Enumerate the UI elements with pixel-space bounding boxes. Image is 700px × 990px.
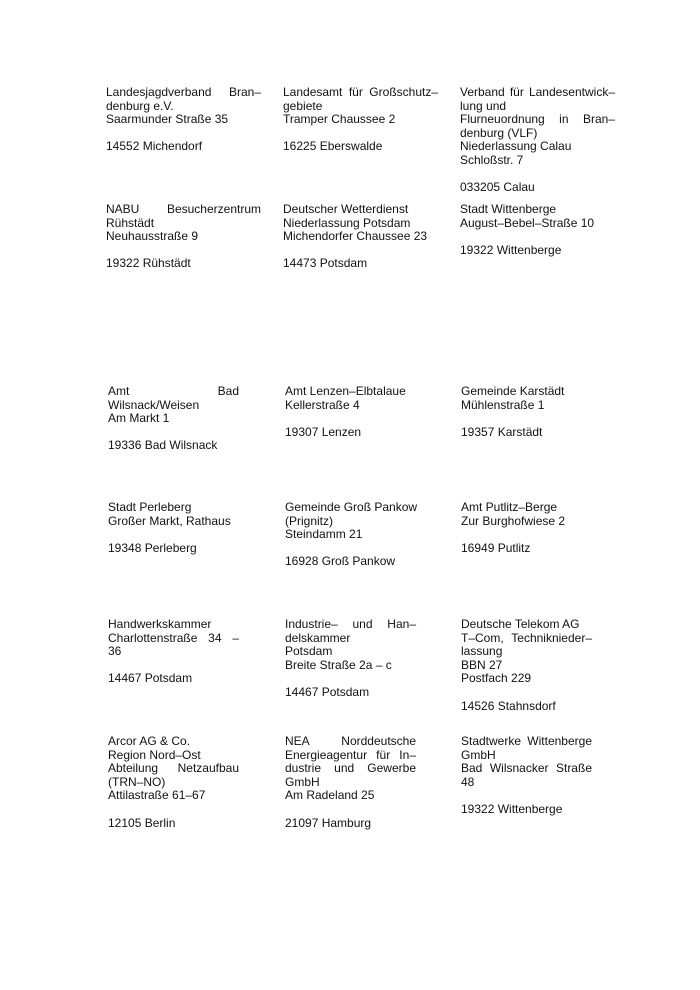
address-line: 19322 Wittenberge [460,242,562,257]
address-line: 12105 Berlin [108,815,176,830]
address-line: denburg e.V. [106,98,174,113]
address-card [461,385,592,439]
address-line: Charlottenstraße 34 – [108,630,239,645]
blank-line [106,127,261,141]
address-line: 19322 Rühstädt [106,256,191,271]
address-line: 19322 Wittenberge [461,801,563,816]
blank-line [108,659,239,673]
address-line: Amt Putlitz–Berge [461,500,558,514]
address-line: dustrie und Gewerbe [285,761,416,776]
address-line: Bad Wilsnacker Straße [461,761,592,776]
blank-line [460,168,615,182]
blank-line [461,412,592,426]
address-line: Stadtwerke Wittenberge [461,734,592,748]
address-card [285,385,416,439]
blank-line [108,426,239,440]
address-line: NABU Besucherzentrum [106,202,261,216]
address-line: Steindamm 21 [285,527,363,542]
address-line: lung und [460,98,507,113]
address-line: 21097 Hamburg [285,815,372,830]
address-line: 36 [108,644,122,659]
address-line: 14467 Potsdam [108,671,193,686]
address-card [108,501,239,555]
blank-line [285,672,416,686]
address-card [108,385,239,453]
blank-line [285,803,416,817]
address-line: (TRN–NO) [108,774,166,789]
address-line: Attilastraße 61–67 [108,788,206,803]
address-card [108,735,239,830]
address-line: Postfach 229 [461,671,532,686]
blank-line [283,127,438,141]
blank-line [106,244,261,258]
address-line: Zur Burghofwiese 2 [461,513,566,528]
address-card [106,203,261,271]
address-line: Saarmunder Straße 35 [106,112,229,127]
address-line: Mühlenstraße 1 [461,397,545,412]
blank-line [285,412,416,426]
address-line: T–Com, Techniknieder– [461,630,592,645]
blank-line [285,542,416,556]
address-line: delskammer [285,630,351,645]
address-line: Abteilung Netzaufbau [108,761,239,776]
blank-line [461,686,592,700]
address-card [283,86,438,154]
address-line: Tramper Chaussee 2 [283,112,396,127]
address-card [108,618,239,686]
address-card [106,86,261,154]
address-line: Deutsche Telekom AG [461,617,580,631]
address-line: Michendorfer Chaussee 23 [283,229,428,244]
address-line: Amt Lenzen–Elbtalaue [285,384,406,398]
address-line: Landesjagdverband Bran– [106,85,261,99]
address-line: Landesamt für Großschutz– [283,85,438,99]
address-line: lassung [461,644,503,659]
address-card [283,203,438,271]
address-card [460,86,615,195]
address-line: Arcor AG & Co. [108,734,191,748]
blank-line [283,244,438,258]
address-line: Region Nord–Ost [108,747,201,762]
address-line: Stadt Perleberg [108,500,192,514]
address-card [285,501,416,569]
address-line: 14552 Michendorf [106,139,203,154]
address-line: Potsdam [285,644,333,659]
address-line: Gemeinde Groß Pankow [285,500,418,514]
address-line: GmbH [461,747,496,762]
address-line: 16949 Putlitz [461,540,531,555]
address-line: denburg (VLF) [460,125,538,140]
address-line: Großer Markt, Rathaus [108,513,231,528]
address-line: 19307 Lenzen [285,424,362,439]
address-line: Rühstädt [106,215,155,230]
address-line: 16928 Groß Pankow [285,554,396,569]
address-line: GmbH [285,774,320,789]
address-line: Verband für Landesentwick– [460,85,615,99]
address-line: 19357 Karstädt [461,424,543,439]
address-line: August–Bebel–Straße 10 [460,215,595,230]
address-line: Handwerkskammer [108,617,212,631]
address-line: gebiete [283,98,323,113]
address-card [285,618,416,700]
address-line: Kellerstraße 4 [285,397,360,412]
address-line: 19348 Perleberg [108,540,197,555]
address-line: Breite Straße 2a – c [285,657,392,672]
address-line: Industrie– und Han– [285,617,416,631]
address-line: Amt Bad [108,384,239,398]
blank-line [108,803,239,817]
address-line: Niederlassung Calau [460,139,572,154]
address-line: Flurneuordnung in Bran– [460,112,615,127]
address-line: 14526 Stahnsdorf [461,698,556,713]
address-line: Am Radeland 25 [285,788,375,803]
address-line: Neuhausstraße 9 [106,229,199,244]
blank-line [461,528,592,542]
blank-line [460,230,615,244]
address-line: 19336 Bad Wilsnack [108,438,218,453]
address-line: NEA Norddeutsche [285,734,416,748]
address-card [285,735,416,830]
address-line: Deutscher Wetterdienst [283,202,409,216]
address-line: 033205 Calau [460,180,535,195]
address-line: Gemeinde Karstädt [461,384,565,398]
address-line: 48 [461,774,475,789]
address-line: 14467 Potsdam [285,684,370,699]
blank-line [461,789,592,803]
address-line: Stadt Wittenberge [460,202,557,216]
address-line: 16225 Eberswalde [283,139,383,154]
address-line: Niederlassung Potsdam [283,215,411,230]
address-line: Schloßstr. 7 [460,152,524,167]
address-line: Wilsnack/Weisen [108,397,200,412]
address-line: 14473 Potsdam [283,256,368,271]
address-line: BBN 27 [461,657,503,672]
address-card [460,203,615,257]
blank-line [108,528,239,542]
address-card [461,735,592,817]
address-card [461,501,592,555]
address-line: (Prignitz) [285,513,334,528]
address-card [461,618,592,713]
address-line: Am Markt 1 [108,411,170,426]
address-line: Energieagentur für In– [285,747,416,762]
